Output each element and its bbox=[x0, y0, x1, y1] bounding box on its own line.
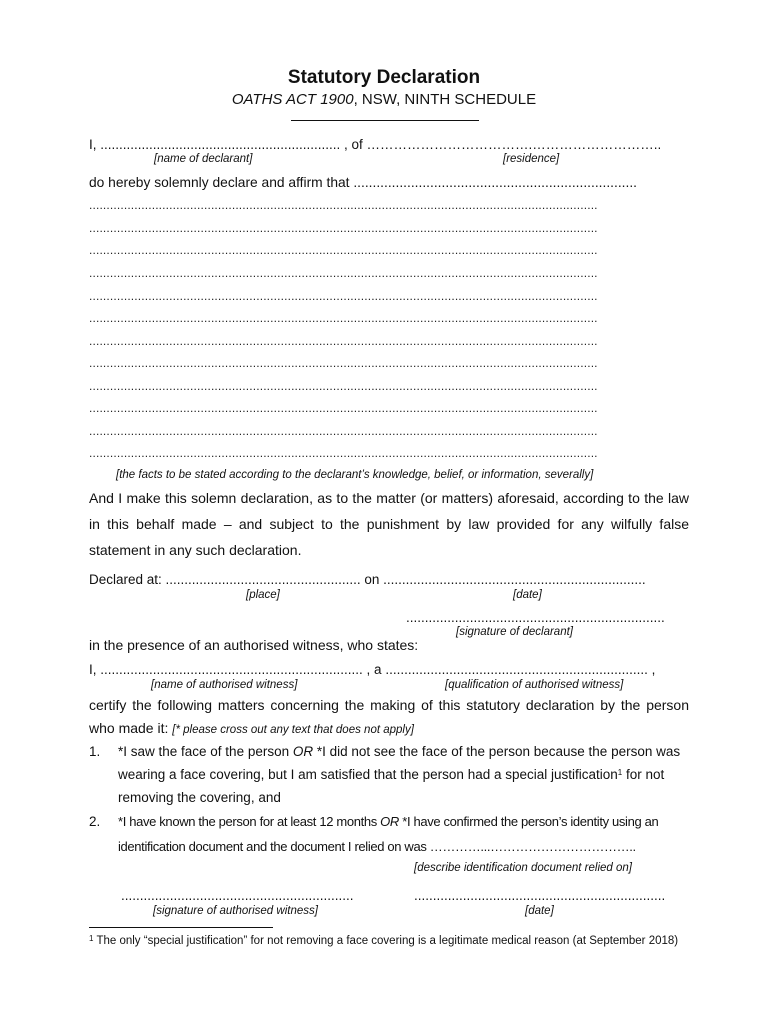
label-name-of-declarant: [name of declarant] bbox=[154, 153, 253, 165]
solemn-declaration-paragraph: And I make this solemn declaration, as to the matter (or matters) aforesaid, according to the law in this behalf made – and subject to the punishment by law provided for any wilfully false statement in any such declaration. bbox=[89, 490, 689, 558]
fact-line: .................................................................................................................................................. bbox=[89, 356, 598, 370]
item-1-or: OR bbox=[292, 744, 314, 759]
item-1-number: 1. bbox=[89, 744, 101, 759]
label-identification-document: [describe identification document relied on] bbox=[414, 862, 632, 874]
subtitle-jurisdiction: , NSW, NINTH SCHEDULE bbox=[353, 91, 537, 108]
label-date-witness: [date] bbox=[525, 905, 554, 917]
certify-paragraph bbox=[89, 694, 689, 742]
witness-signature-line: .............................................................. bbox=[121, 888, 354, 903]
fact-line: .................................................................................................................................................. bbox=[89, 266, 598, 280]
label-place: [place] bbox=[246, 589, 280, 601]
label-facts-instructions: [the facts to be stated according to the declarant’s knowledge, belief, or information, severally] bbox=[116, 469, 594, 481]
item-1-part-b: *I did not see the face of the person because the person was wearing a face covering, but I am satisfied that the person had a special justification bbox=[118, 744, 681, 782]
footnote-text: The only “special justification” for not removing a face covering is a legitimate medical reason (at September 2018) bbox=[93, 935, 679, 947]
label-name-of-witness: [name of authorised witness] bbox=[151, 679, 298, 691]
fact-line: .................................................................................................................................................. bbox=[89, 221, 598, 235]
fact-line: .................................................................................................................................................. bbox=[89, 401, 598, 415]
declared-at-line: Declared at: .................................................... on ...................................................................... bbox=[89, 572, 646, 587]
footnote bbox=[89, 934, 689, 948]
document-subtitle bbox=[0, 91, 768, 108]
fact-line: .................................................................................................................................................. bbox=[89, 311, 598, 325]
declare-affirm-line: do hereby solemnly declare and affirm that .......................................................................... bbox=[89, 175, 637, 190]
witness-date-line: ................................................................... bbox=[414, 888, 666, 903]
fact-line: .................................................................................................................................................. bbox=[89, 446, 598, 460]
declarant-signature-line: ..................................................................... bbox=[406, 610, 665, 625]
item-2-or: OR bbox=[380, 814, 399, 829]
declarant-line: I, ................................................................ , of ……………………………….……………………….. bbox=[89, 137, 662, 152]
footnote-number: 1 bbox=[89, 934, 94, 943]
label-date: [date] bbox=[513, 589, 542, 601]
item-2-part-a: *I have known the person for at least 12 months bbox=[118, 814, 381, 829]
item-2-text bbox=[118, 809, 689, 859]
presence-of-witness-line: in the presence of an authorised witness, who states: bbox=[89, 637, 419, 653]
certify-text: certify the following matters concerning the making of this statutory declaration by the person who made it: bbox=[89, 697, 689, 736]
fact-line: .................................................................................................................................................. bbox=[89, 198, 598, 212]
document-title: Statutory Declaration bbox=[287, 67, 481, 88]
fact-line: .................................................................................................................................................. bbox=[89, 424, 598, 438]
label-signature-of-declarant: [signature of declarant] bbox=[456, 626, 573, 638]
item-2-number: 2. bbox=[89, 814, 101, 829]
item-2-part-b: *I have confirmed the person’s identity using an identification document and the document I relied on was …………...…………………………….. bbox=[118, 814, 659, 854]
item-1-part-c: for not removing the covering, and bbox=[118, 767, 665, 805]
title-underline bbox=[291, 120, 479, 121]
item-1-text bbox=[118, 740, 689, 809]
label-qualification-of-witness: [qualification of authorised witness] bbox=[445, 679, 624, 691]
label-signature-of-witness: [signature of authorised witness] bbox=[153, 905, 318, 917]
item-1-part-a: *I saw the face of the person bbox=[118, 744, 293, 759]
fact-line: .................................................................................................................................................. bbox=[89, 243, 598, 257]
footnote-reference: 1 bbox=[617, 768, 623, 777]
label-residence: [residence] bbox=[503, 153, 560, 165]
witness-name-line: I, ...................................................................... , a ...................................................................... , bbox=[89, 662, 656, 677]
footnote-separator bbox=[89, 927, 273, 928]
subtitle-act-name: OATHS ACT 1900 bbox=[231, 91, 354, 108]
fact-line: .................................................................................................................................................. bbox=[89, 379, 598, 393]
certify-note: [* please cross out any text that does not apply] bbox=[172, 724, 414, 736]
fact-line: .................................................................................................................................................. bbox=[89, 334, 598, 348]
fact-line: .................................................................................................................................................. bbox=[89, 289, 598, 303]
